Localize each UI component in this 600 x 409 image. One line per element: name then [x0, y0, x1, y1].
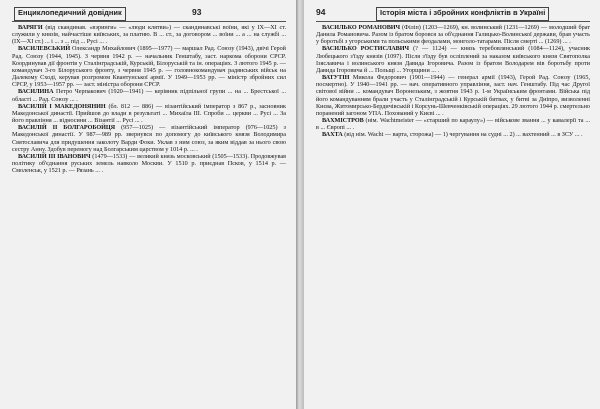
running-title: Енциклопедичний довідник: [14, 7, 126, 21]
article-body: [12, 24, 286, 403]
entry-text: Олександр Михайлович (1895—1977) — маршал Рад. Союзу (1943), двічі Герой Рад. Союзу (1944, 1945). З червня 1942 р. — начальник Генштабу, заст. наркома оборони СРСР. Координував дії фронтів у Сталінградській, Курській, Білоруській та ін. операціях. З лютого 1945 р. — командувач 3-го Білоруського фронту, з червня 1945 р. — головнокомандувач радянських військ на Далекому Сході, керував розгромом Квантунської армії. У 1949—1953 рр. — міністр збройних сил СРСР, у 1953—1957 рр. — заст. міністра оборони СРСР.: [12, 45, 286, 89]
dictionary-entry: [12, 45, 286, 88]
entry-heading: ВАСИЛІЙ І МАКЕДОНЯНИН: [18, 102, 106, 110]
entry-heading: ВАСИЛЬКО РОСТИСЛАВИЧ: [322, 45, 410, 53]
entry-text: (957—1025) — візантійський імператор (976—1025) з Македонської династії. У 987—989 рр. звернувся по допомогу до київського князя Володимира Святославича для придушення заколоту Варди Фоки. Уклав з ним союз, за яким віддав за нього свою сестру Анну. Здобув перемогу над Болгарським царством у 1014 р. ... .: [12, 124, 286, 153]
header-rule: [12, 21, 286, 22]
dictionary-entry: [12, 24, 286, 45]
entry-heading: ВАСИЛІЙ ІІІ ІВАНОВИЧ: [18, 152, 91, 160]
entry-text: (нім. Wachtmeister — «старший по караулу») — військове звання ... у кавалерії та ... в ... Європі ... .: [316, 117, 590, 132]
running-title: Історія міста і збройних конфліктів в Україні: [376, 7, 549, 21]
entry-text: (Філіп) (1203—1269), кн. волинський (1231—1269) — молодший брат Данила Романовича. Разом із братом боровся за об'єднання Галицько-Волинської держави, брав участь у боротьбі з угорськими та польськими феодалами, монголо-татарами. Після смерті ... (1269) ... .: [316, 24, 590, 46]
entry-text: Петро Черпакович (1920—1941) — керівник підпільної групи ... на ... Брестської ... області ... Рад. Союзу ... .: [12, 88, 286, 103]
entry-heading: ВАСИЛИНА: [18, 88, 54, 96]
entry-heading: ВАТУТІН: [322, 74, 350, 82]
entry-text: Микола Федорович (1901—1944) — генерал армії (1943), Герой Рад. Союзу (1965, посмертно). У 1940—1941 рр. — нач. оперативного управління, заст. нач. Генштабу. Під час Другої світової війни ... командувач Воронезьким, з жовтня 1943 р. 1-м Українським фронтами. Війська під його командуванням брали участь у Сталінградській і Курській битвах, у битві за Дніпро, визволенні Києва, Житомирсько-Бердичівській і Корсунь-Шевченківській операціях. 29 лютого 1944 р. смертельно поранений загоном УПА. Похований у Києві ... .: [316, 74, 590, 117]
entry-heading: ВАХТА: [322, 131, 343, 139]
entry-text: (бл. 812 — 886) — візантійський імператор з 867 р., засновник Македонської династії. Прийшов до влади в результаті ... Михаїла III. Спроби ... церкви ... Русі ... За його правління ... відносини ... Візантії ... Русі ... .: [12, 102, 286, 125]
entry-heading: ВАХМІСТРОВ: [322, 117, 364, 125]
page-number: 93: [192, 7, 202, 17]
dictionary-entry: [316, 24, 590, 45]
dictionary-entry: [12, 124, 286, 153]
article-body: [316, 24, 590, 403]
entry-heading: ВАСИЛІЙ ІІ БОЛГАРОБОЙЦЯ: [18, 124, 116, 132]
book-gutter: [296, 0, 304, 409]
dictionary-entry: [12, 88, 286, 102]
entry-text: (від нім. Wacht — варта, сторожа) — 1) чергування на судні ... 2) ... вахтенний ... в ЗСУ ... .: [344, 131, 583, 139]
header-rule: [316, 21, 590, 22]
dictionary-entry: [316, 74, 590, 117]
entry-text: (від скандинав. «вэринги» — «люди клятви») — скандинавські воїни, які у IX—XI ст. служили у князів, найчастіше київських, за платню. В ... ст., за договором ... воїни ... а ... на службі ... (IX—XI ст.) ... і ... з ... під ... Русі ... .: [12, 24, 286, 46]
entry-text: (1479—1533) — великий князь московський (1505—1533). Продовжував політику об'єднання руських земель навколо Москви. У 1510 р. приєднав Псков, у 1514 р. — Смоленськ, у 1521 р. — Рязань ... .: [12, 152, 286, 175]
entry-heading: ВАСИЛЕВСЬКИЙ: [18, 45, 71, 53]
dictionary-entry: [316, 131, 590, 138]
dictionary-entry: [316, 117, 590, 131]
entry-heading: ВАРЯГИ: [18, 24, 43, 31]
page-number: 94: [316, 7, 326, 17]
dictionary-entry: [12, 103, 286, 124]
entry-text: (? — 1124) — князь теребовлянський (1084—1124), учасник Любецького з'їзду князів (1097). Після з'їзду був осліплений за наказом київського князя Святополка Ізяславича і волинського князя Давида Ігоровича. Разом із братом Володарем вів боротьбу проти Давида Ігоровича й ... Польщі ... Угорщини ... .: [316, 45, 590, 74]
entry-heading: ВАСИЛЬКО РОМАНОВИЧ: [322, 24, 401, 31]
right-page: [304, 0, 600, 409]
dictionary-entry: [12, 153, 286, 174]
dictionary-entry: [316, 45, 590, 74]
left-page: [0, 0, 296, 409]
